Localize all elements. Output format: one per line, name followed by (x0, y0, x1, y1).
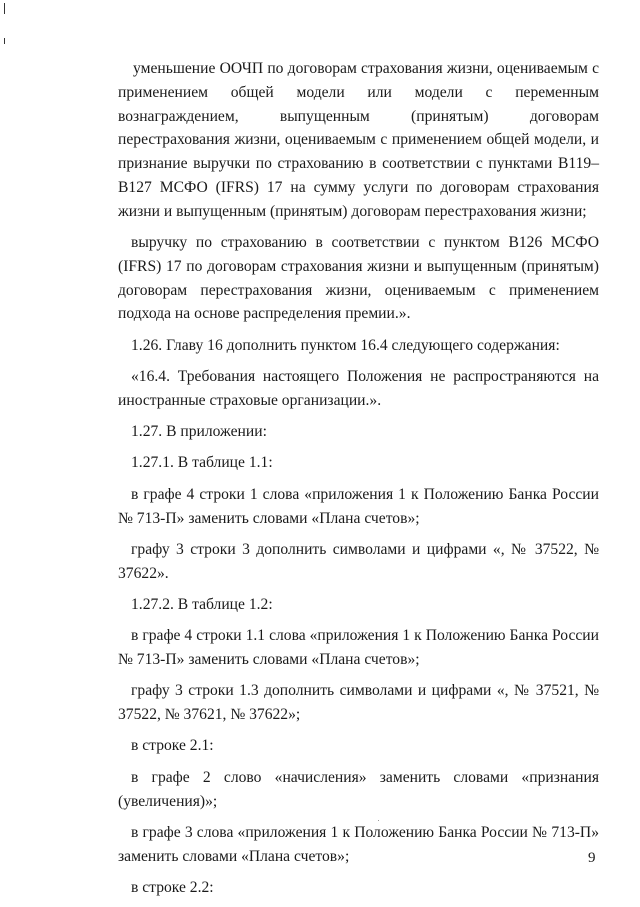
paragraph: в графе 4 строки 1 слова «приложения 1 к Положению Банка России № 713-П» заменить словами «Плана счетов»; (118, 485, 599, 527)
paragraph: 1.27. В приложении: (131, 423, 267, 441)
paragraph: графу 3 строки 1.3 дополнить символами и цифрами «, № 37521, № 37522, № 37621, № 37622»; (118, 682, 599, 724)
paragraph: 1.26. Главу 16 дополнить пунктом 16.4 следующего содержания: (131, 336, 560, 354)
scan-artifact-dot (378, 820, 379, 821)
paragraph: графу 3 строки 3 дополнить символами и цифрами «, № 37522, № 37622». (118, 540, 599, 582)
paragraph: в графе 2 слово «начисления» заменить словами «признания (увеличения)»; (118, 768, 599, 810)
paragraph: 1.27.2. В таблице 1.2: (131, 595, 273, 613)
paragraph: в строке 2.1: (131, 737, 214, 755)
scan-artifact-mark (4, 38, 5, 44)
paragraph: 1.27.1. В таблице 1.1: (131, 454, 273, 472)
paragraph: «16.4. Требования настоящего Положения не распространяются на иностранные страховые организации.». (118, 368, 599, 409)
document-body (118, 57, 599, 907)
paragraph: в строке 2.2: (131, 878, 214, 896)
paragraph: в графе 4 строки 1.1 слова «приложения 1 к Положению Банка России № 713-П» заменить словами «Плана счетов»; (118, 627, 599, 669)
paragraph: в графе 3 слова «приложения 1 к Положению Банка России № 713-П» заменить словами «Плана счетов»; (118, 823, 599, 865)
page-number: 9 (588, 850, 596, 866)
paragraph: уменьшение ООЧП по договорам страхования жизни, оцениваемым с применением общей модели или модели с переменным вознаграждением, выпущенным (принятым) договорам перестрахования жизни, оцениваемым с применением общей модели, и признание выручки по страхованию в соответствии с пунктами B119–B127 МСФО (IFRS) 17 на сумму услуги по договорам страхования жизни и выпущенным (принятым) договорам перестрахования жизни; (118, 60, 599, 220)
paragraph: выручку по страхованию в соответствии с пунктом B126 МСФО (IFRS) 17 по договорам страхования жизни и выпущенным (принятым) договорам перестрахования жизни, оцениваемым с применением подхода на основе распределения премии.». (118, 234, 599, 323)
scan-artifact-mark (4, 3, 5, 14)
